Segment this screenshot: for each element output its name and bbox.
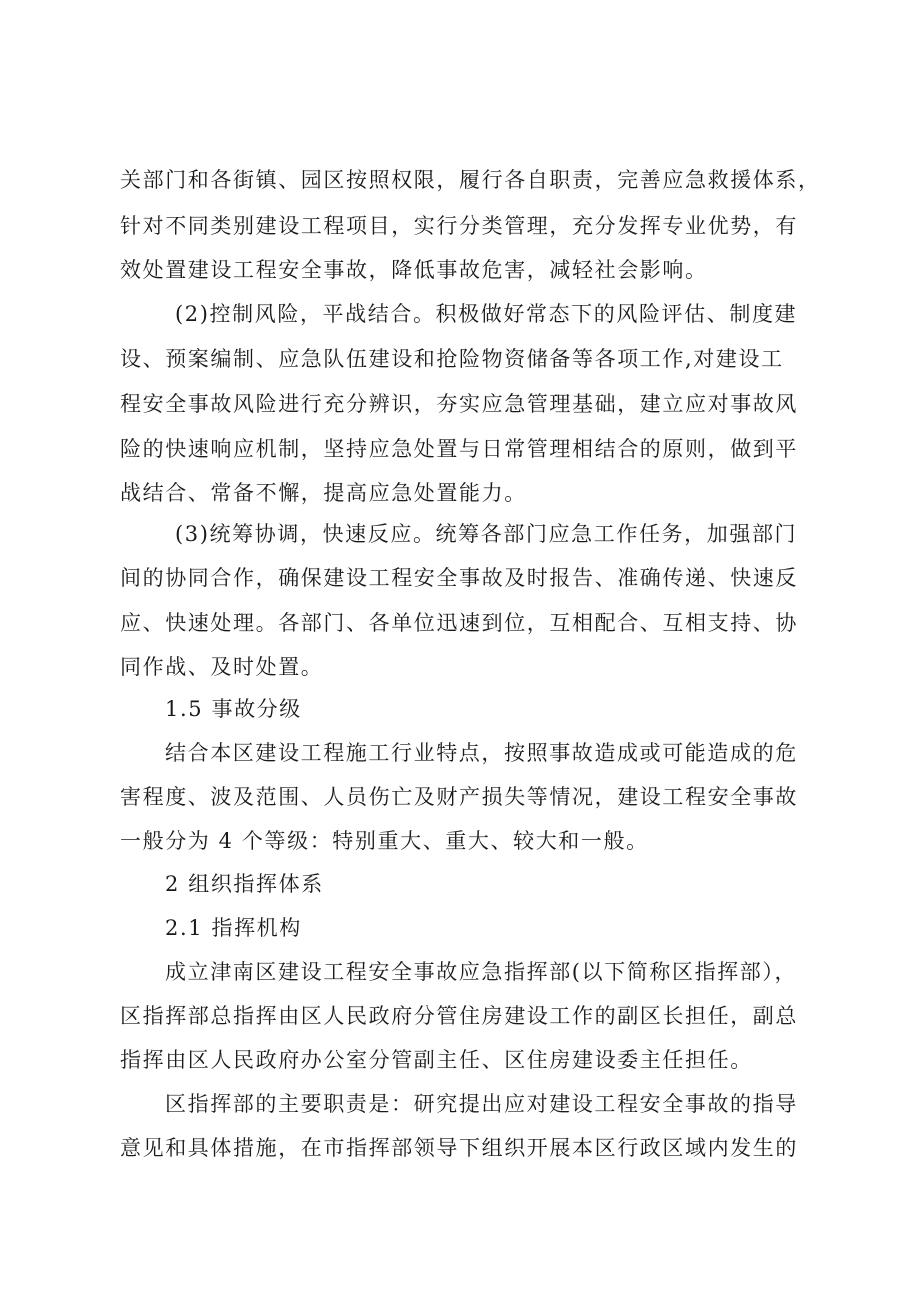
section-heading: 2 组织指挥体系 xyxy=(165,872,324,896)
text-line: 一般分为 4 个等级：特别重大、重大、较大和一般。 xyxy=(120,829,649,853)
text-line: 针对不同类别建设工程项目，实行分类管理，充分发挥专业优势，有 xyxy=(120,214,798,238)
text-line: 应、快速处理。各部门、各单位迅速到位，互相配合、互相支持、协 xyxy=(120,611,798,635)
text-line: 间的协同合作，确保建设工程安全事故及时报告、准确传递、快速反 xyxy=(120,566,798,590)
text-line: 害程度、波及范围、人员伤亡及财产损失等情况，建设工程安全事故 xyxy=(120,785,798,809)
text-line: 险的快速响应机制，坚持应急处置与日常管理相结合的原则，做到平 xyxy=(120,437,798,461)
text-line: 成立津南区建设工程安全事故应急指挥部(以下简称区指挥部）， xyxy=(165,960,798,984)
text-line: 效处置建设工程安全事故，降低事故危害，减轻社会影响。 xyxy=(120,258,708,282)
text-line: (3)统筹协调，快速反应。统筹各部门应急工作任务，加强部门 xyxy=(175,522,798,546)
text-line: 设、预案编制、应急队伍建设和抢险物资储备等各项工作,对建设工 xyxy=(120,347,784,371)
text-line: 区指挥部总指挥由区人民政府分管住房建设工作的副区长担任，副总 xyxy=(120,1004,798,1028)
text-line: 指挥由区人民政府办公室分管副主任、区住房建设委主任担任。 xyxy=(120,1048,753,1072)
text-line: 关部门和各街镇、园区按照权限，履行各自职责，完善应急救援体系， xyxy=(120,168,821,192)
text-line: 意见和具体措施，在市指挥部领导下组织开展本区行政区域内发生的 xyxy=(120,1136,798,1160)
text-line: 同作战、及时处置。 xyxy=(120,655,324,679)
section-heading: 2.1 指挥机构 xyxy=(165,916,302,940)
text-line: 结合本区建设工程施工行业特点，按照事故造成或可能造成的危 xyxy=(165,741,798,765)
text-line: 区指挥部的主要职责是：研究提出应对建设工程安全事故的指导 xyxy=(165,1092,798,1116)
section-heading: 1.5 事故分级 xyxy=(165,697,302,721)
text-line: (2)控制风险，平战结合。积极做好常态下的风险评估、制度建 xyxy=(175,302,798,326)
text-line: 战结合、常备不懈，提高应急处置能力。 xyxy=(120,481,527,505)
text-line: 程安全事故风险进行充分辨识，夯实应急管理基础，建立应对事故风 xyxy=(120,392,798,416)
